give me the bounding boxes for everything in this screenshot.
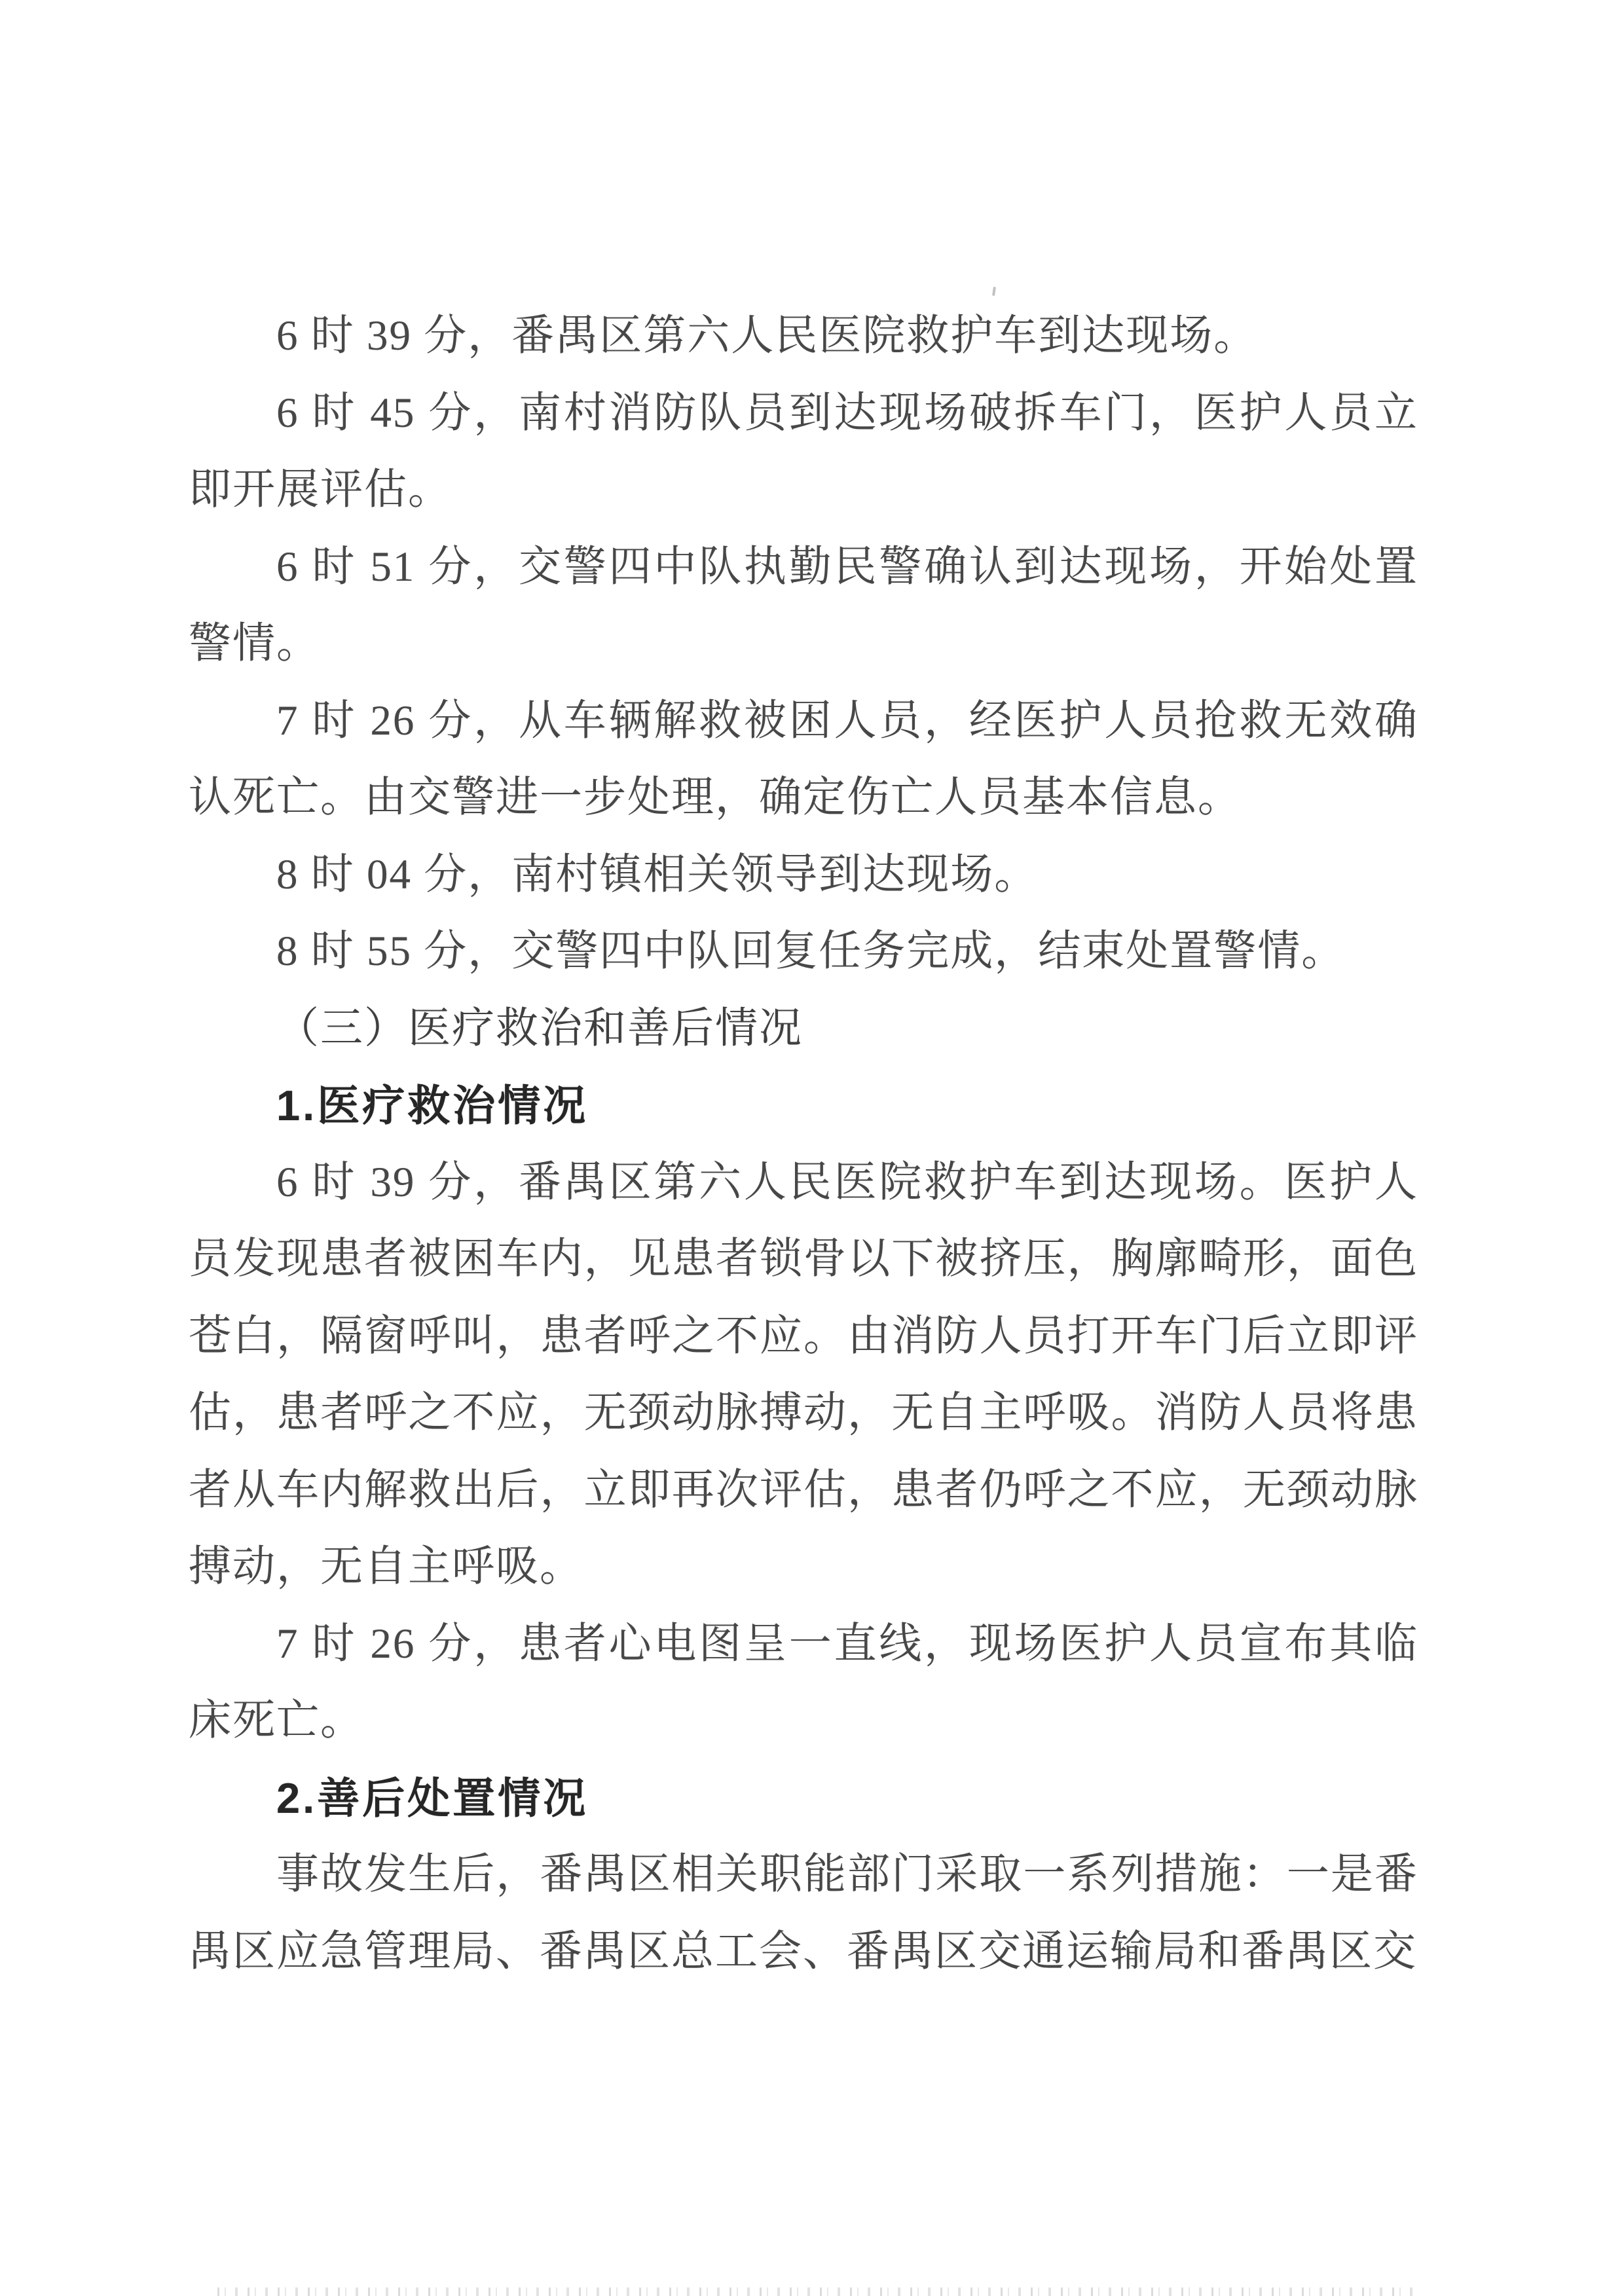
section-heading: （三）医疗救治和善后情况 (276, 1004, 803, 1052)
clipped-bottom-text-artifact (217, 2287, 1422, 2296)
body-paragraph: 事故发生后，番禺区相关职能部门采取一系列措施：一是番禺区应急管理局、番禺区总工会、番禺区交通运输局和番禺区交 (189, 1851, 1418, 1975)
scan-speck-artifact (992, 287, 996, 296)
body-paragraph: 6 时 39 分，番禺区第六人民医院救护车到达现场。 (276, 312, 1258, 359)
numbered-heading: 1.医疗救治情况 (276, 1082, 589, 1129)
body-paragraph: 6 时 51 分，交警四中队执勤民警确认到达现场，开始处置警情。 (189, 543, 1418, 667)
body-paragraph: 8 时 04 分，南村镇相关领导到达现场。 (276, 850, 1039, 898)
document-text-block (189, 298, 1418, 1990)
body-paragraph: 8 时 55 分，交警四中队回复任务完成，结束处置警情。 (276, 928, 1346, 975)
body-paragraph: 6 时 45 分，南村消防队员到达现场破拆车门，医护人员立即开展评估。 (189, 389, 1418, 513)
body-paragraph: 7 时 26 分，从车辆解救被困人员，经医护人员抢救无效确认死亡。由交警进一步处理，确定伤亡人员基本信息。 (189, 697, 1418, 821)
body-paragraph: 6 时 39 分，番禺区第六人民医院救护车到达现场。医护人员发现患者被困车内，见患者锁骨以下被挤压，胸廓畸形，面色苍白，隔窗呼叫，患者呼之不应。由消防人员打开车门后立即评估，患者呼之不应，无颈动脉搏动，无自主呼吸。消防人员将患者从车内解救出后，立即再次评估，患者仍呼之不应，无颈动脉搏动，无自主呼吸。 (189, 1158, 1418, 1590)
numbered-heading: 2.善后处置情况 (276, 1774, 589, 1822)
body-paragraph: 7 时 26 分，患者心电图呈一直线，现场医护人员宣布其临床死亡。 (189, 1620, 1418, 1744)
